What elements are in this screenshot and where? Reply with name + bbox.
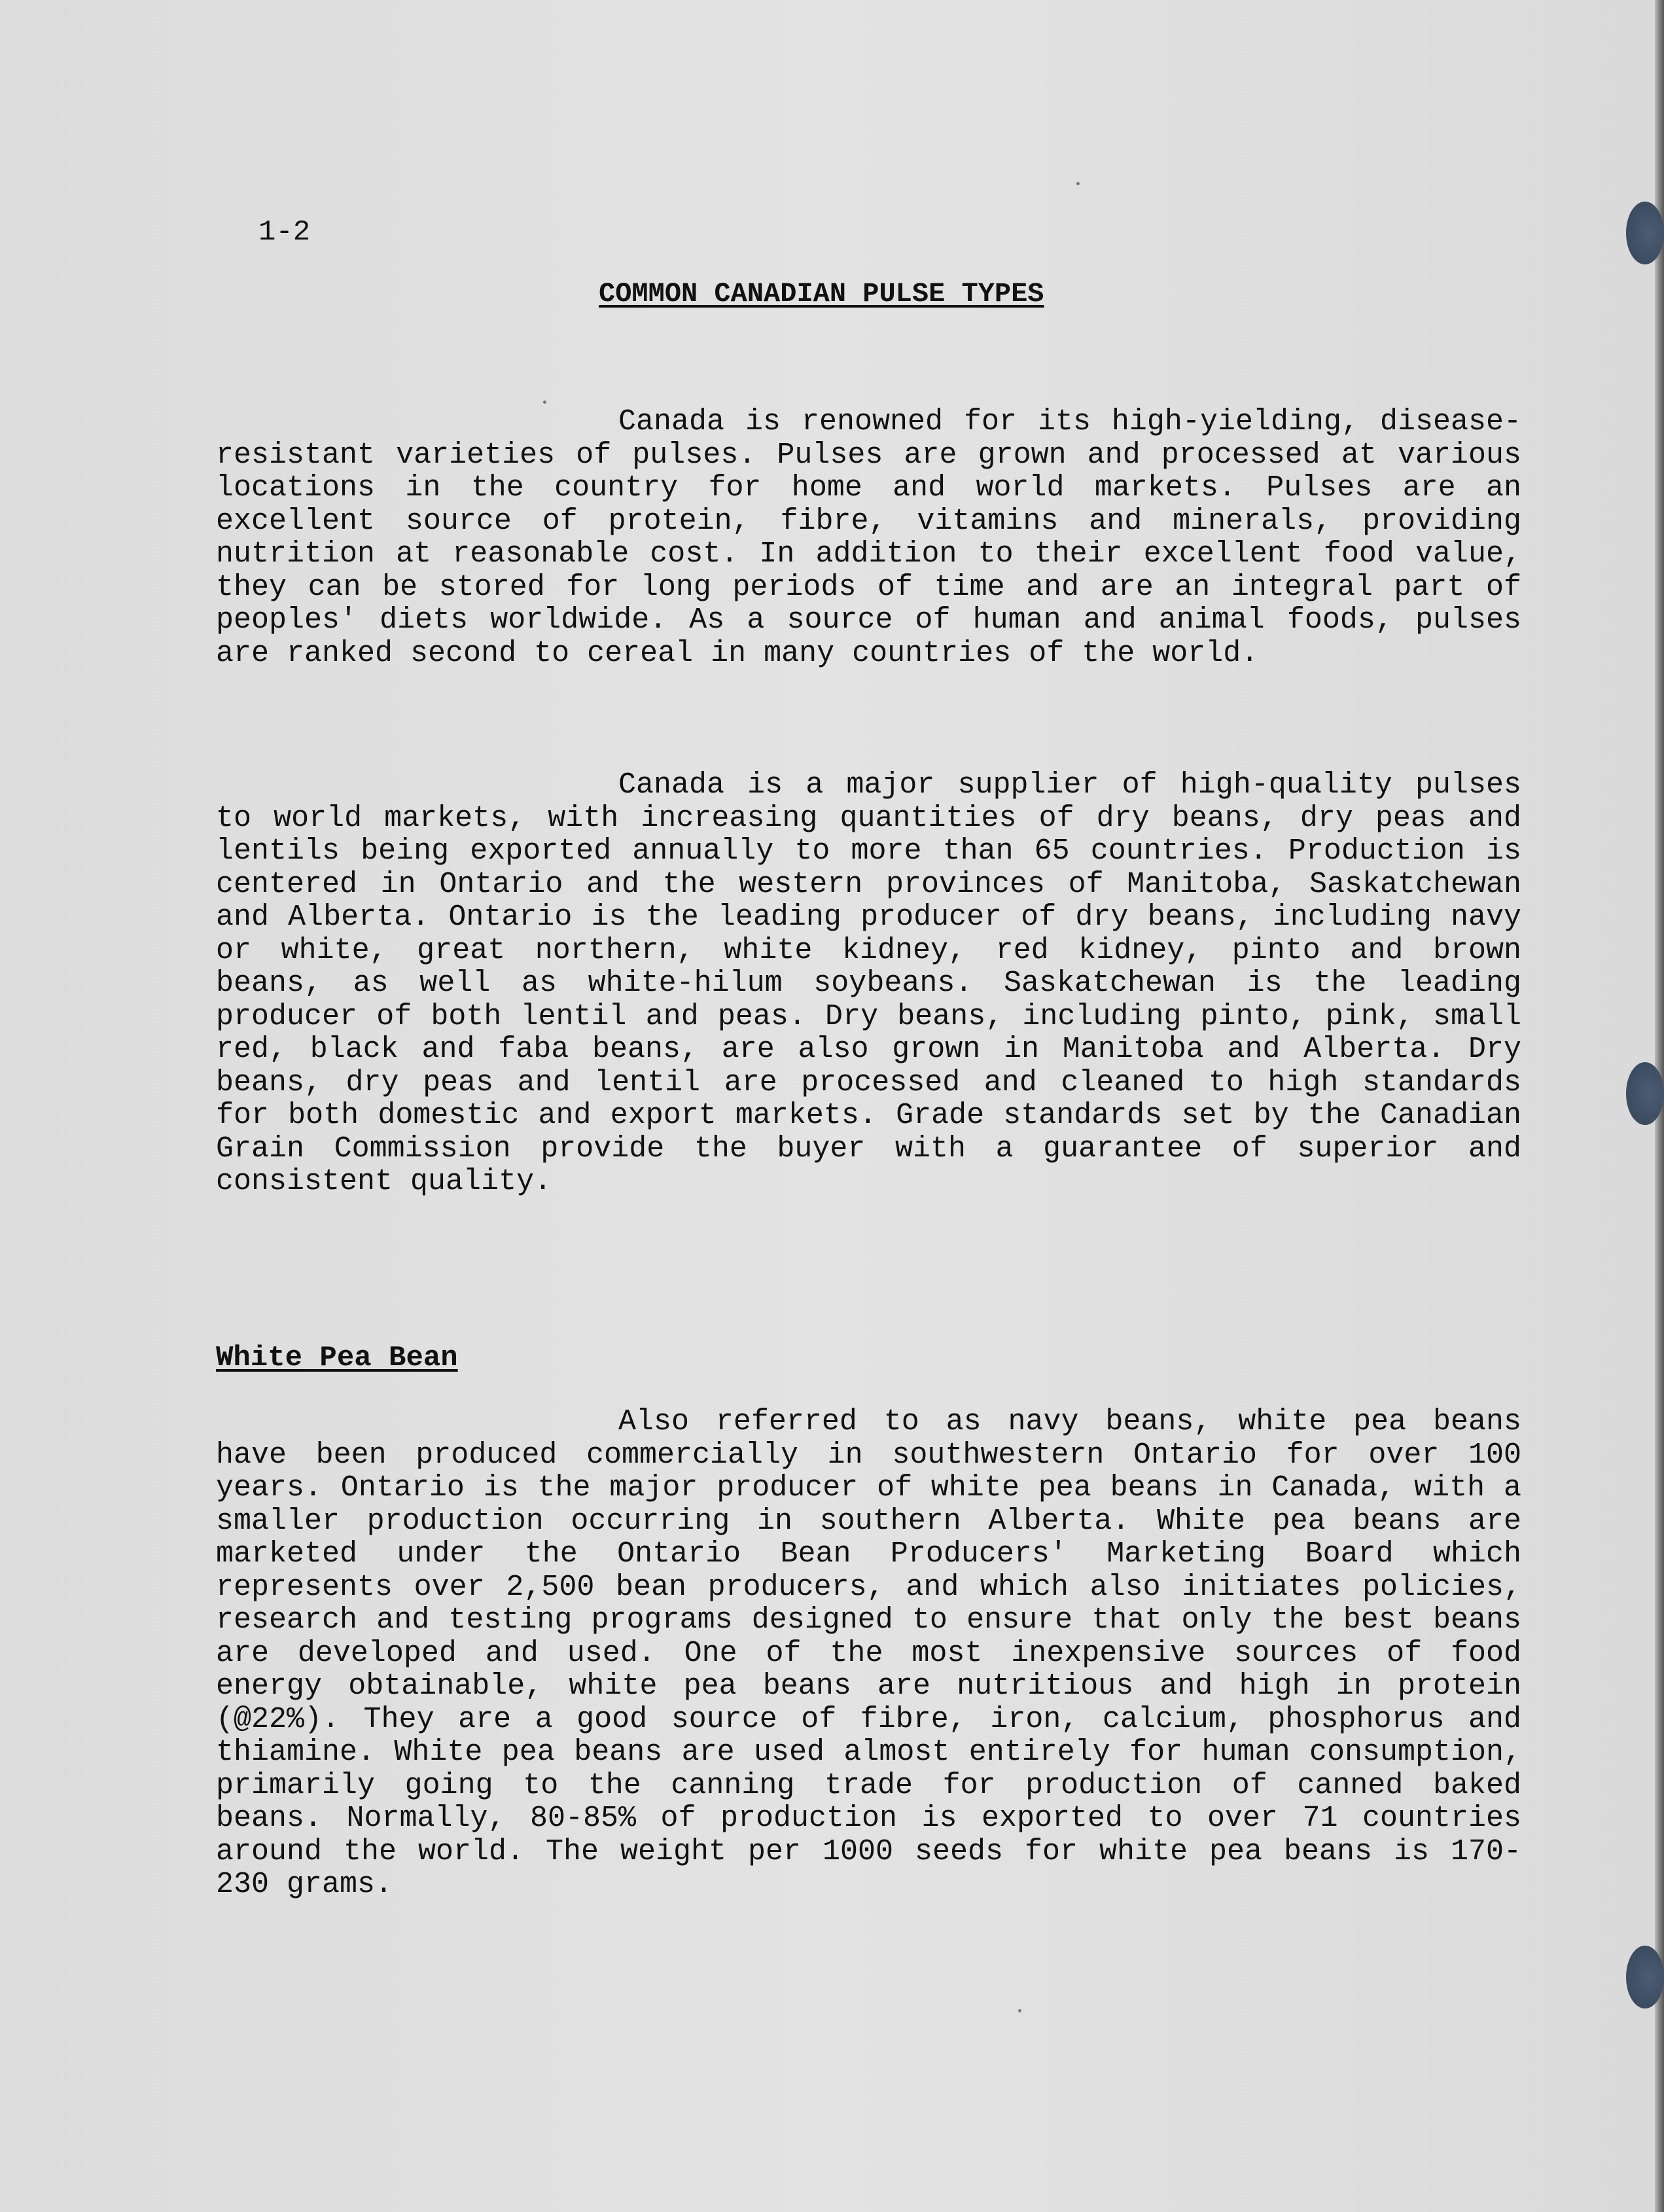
page-number: 1-2 bbox=[258, 216, 311, 249]
intro-paragraph-1: Canada is renowned for its high-yielding, disease-resistant varieties of pulses. Pulses are grown and processed at various locations in the country for home and world markets. Pulses are an excellent source of protein, fibre, vitamins and minerals, providing nutrition at reasonable cost. In addition to their excellent food value, they can be stored for long periods of time and are an integral part of peoples' diets worldwide. As a source of human and animal foods, pulses are ranked second to cereal in many countries of the world. bbox=[216, 405, 1521, 670]
binder-hole-middle bbox=[1626, 1062, 1664, 1125]
paper-speck bbox=[1076, 182, 1080, 185]
section-heading: White Pea Bean bbox=[216, 1342, 458, 1374]
binder-hole-bottom bbox=[1626, 1946, 1664, 2008]
paper-speck bbox=[543, 401, 546, 404]
page-title: COMMON CANADIAN PULSE TYPES bbox=[599, 278, 1044, 310]
binder-hole-top bbox=[1626, 202, 1664, 264]
section-paragraph: Also referred to as navy beans, white pea beans have been produced commercially in southwestern Ontario for over 100 years. Ontario is the major producer of white pea beans in Canada, with a smaller production occurring in southern Alberta. White pea beans are marketed under the Ontario Bean Producers' Marketing Board which represents over 2,500 bean producers, and which also initiates policies, research and testing programs designed to ensure that only the best beans are developed and used. One of the most inexpensive sources of food energy obtainable, white pea beans are nutritious and high in protein (@22%). They are a good source of fibre, iron, calcium, phosphorus and thiamine. White pea beans are used almost entirely for human consumption, primarily going to the canning trade for production of canned baked beans. Normally, 80-85% of production is exported to over 71 countries around the world. The weight per 1000 seeds for white pea beans is 170-230 grams. bbox=[216, 1405, 1521, 1901]
paper-speck bbox=[1018, 2009, 1021, 2012]
intro-paragraph-2: Canada is a major supplier of high-quality pulses to world markets, with increasing quantities of dry beans, dry peas and lentils being exported annually to more than 65 countries. Production is centered in Ontario and the western provinces of Manitoba, Saskatchewan and Alberta. Ontario is the leading producer of dry beans, including navy or white, great northern, white kidney, red kidney, pinto and brown beans, as well as white-hilum soybeans. Saskatchewan is the leading producer of both lentil and peas. Dry beans, including pinto, pink, small red, black and faba beans, are also grown in Manitoba and Alberta. Dry beans, dry peas and lentil are processed and cleaned to high standards for both domestic and export markets. Grade standards set by the Canadian Grain Commission provide the buyer with a guarantee of superior and consistent quality. bbox=[216, 768, 1521, 1198]
